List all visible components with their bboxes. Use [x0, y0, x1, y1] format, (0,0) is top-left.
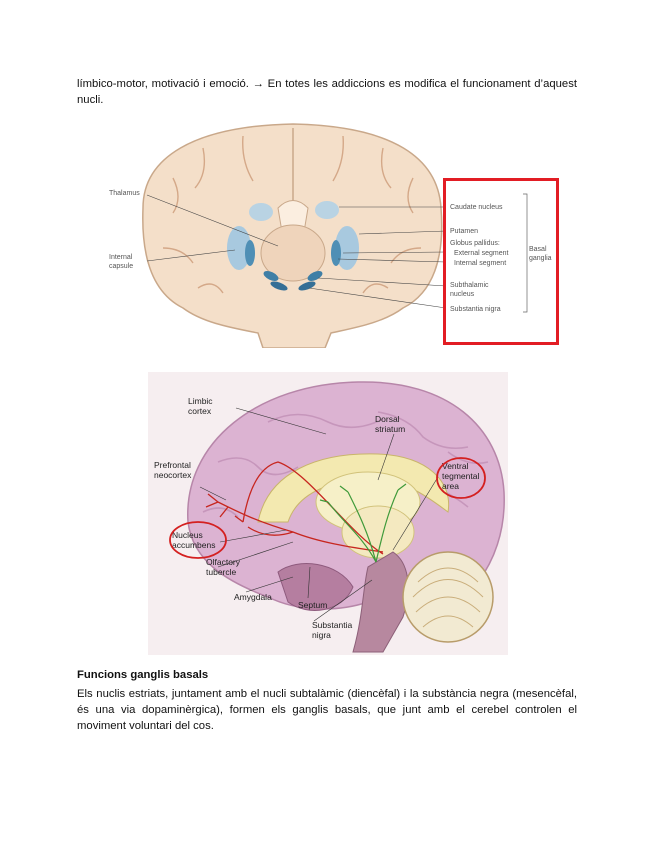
- label-prefrontal-1: Prefrontal: [154, 460, 191, 470]
- label-subthalamic-2: nucleus: [450, 291, 475, 298]
- coronal-brain-figure: [103, 118, 563, 348]
- label-dorsal-1: Dorsal: [375, 414, 400, 424]
- label-putamen: Putamen: [450, 228, 479, 235]
- label-olfactory-2: tubercle: [206, 567, 237, 577]
- label-limbic-2: cortex: [188, 406, 212, 416]
- basal-ganglia-bracket: [523, 194, 527, 312]
- label-nigra-1: Substantia: [312, 620, 353, 630]
- label-substantia-nigra: Substantia nigra: [450, 306, 501, 313]
- label-nigra-2: nigra: [312, 630, 331, 640]
- label-basal: Basal: [529, 246, 547, 253]
- label-dorsal-2: striatum: [375, 424, 406, 434]
- label-thalamus: Thalamus: [109, 190, 140, 197]
- body-paragraph: Els nuclis estriats, juntament amb el nucli subtalàmic (diencèfal) i la substància negra (mesencèfal, és una via dopaminèrgica), formen els ganglis basals, que junt amb el cerebel controlen el moviment voluntari del cos.: [77, 688, 577, 732]
- sagittal-brain-figure: [148, 372, 508, 655]
- intro-paragraph: límbico-motor, motivació i emoció. → En totes les addiccions es modifica el funcionament d’aquest nucli.: [77, 78, 577, 106]
- label-globus: Globus pallidus:: [450, 240, 500, 247]
- label-ganglia: ganglia: [529, 255, 552, 262]
- label-septum: Septum: [298, 600, 328, 610]
- label-internal-capsule-2: capsule: [109, 263, 134, 270]
- label-prefrontal-2: neocortex: [154, 470, 192, 480]
- label-nucleus-2: accumbens: [172, 540, 216, 550]
- label-olfactory-1: Olfactory: [206, 557, 241, 567]
- caudate-right: [315, 201, 339, 219]
- label-limbic-1: Limbic: [188, 396, 213, 406]
- label-caudate: Caudate nucleus: [450, 204, 503, 211]
- label-amygdala: Amygdala: [234, 592, 272, 602]
- label-vta-1: Ventral: [442, 461, 469, 471]
- pallidus-right: [331, 240, 341, 266]
- pallidus-left: [245, 240, 255, 266]
- label-subthalamic-1: Subthalamic: [450, 282, 489, 289]
- label-vta-3: area: [442, 481, 460, 491]
- label-internal-capsule-1: Internal: [109, 254, 133, 261]
- label-nucleus-1: Nucleus: [172, 530, 203, 540]
- label-internal-segment: Internal segment: [454, 260, 507, 267]
- section-heading: Funcions ganglis basals: [77, 669, 209, 681]
- label-external-segment: External segment: [454, 250, 509, 257]
- label-vta-2: tegmental: [442, 471, 480, 481]
- caudate-left: [249, 203, 273, 221]
